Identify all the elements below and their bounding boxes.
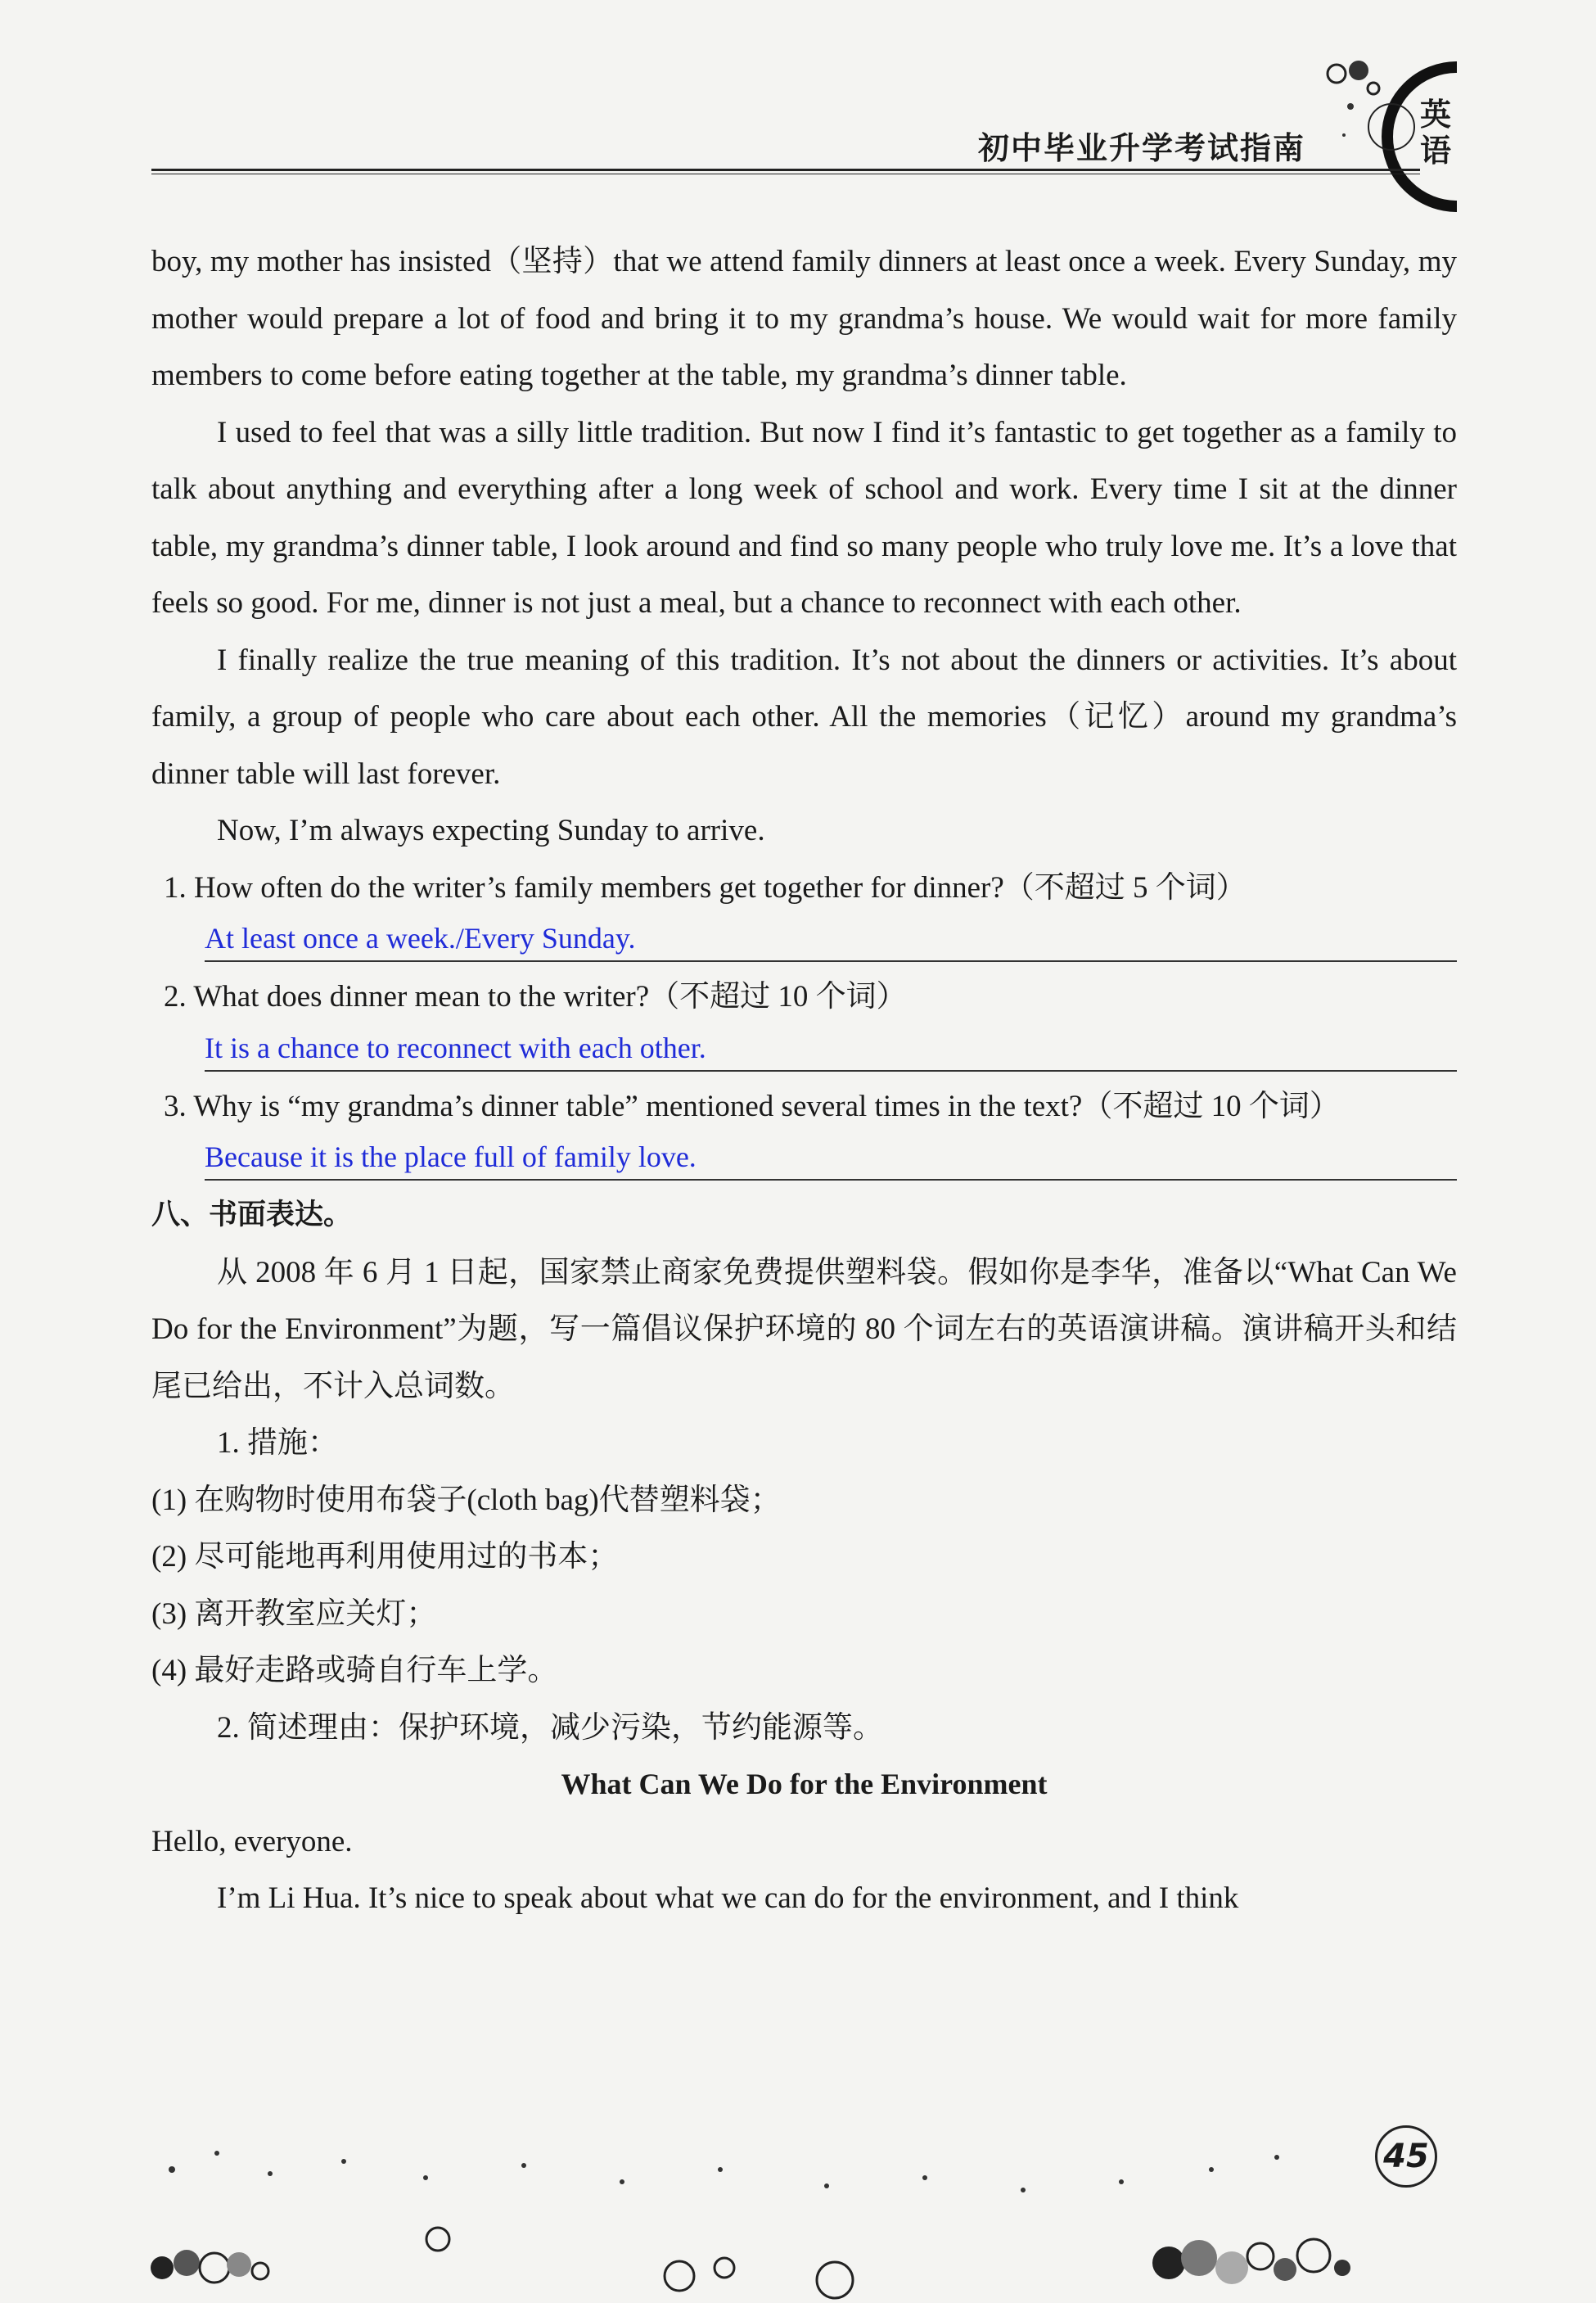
section-title: 八、书面表达。 [151,1199,353,1231]
page-content [151,233,1457,1927]
answer-2: It is a chance to reconnect with each other. [205,1026,1457,1072]
essay-opening: I’m Li Hua. It’s nice to speak about what we can do for the environment, and I think [217,1881,1239,1915]
measure-3: (3) 离开教室应关灯； [151,1596,437,1631]
question-1: 1. How often do the writer’s family members get together for dinner?（不超过 5 个词） [164,870,1247,905]
answer-1: At least once a week./Every Sunday. [205,916,1457,962]
footer-decoration [0,2112,1596,2301]
answer-3: Because it is the place full of family love. [205,1135,1457,1181]
measure-1: (1) 在购物时使用布袋子(cloth bag)代替塑料袋； [151,1483,781,1517]
measure-2: (2) 尽可能地再利用使用过的书本； [151,1540,619,1574]
essay-greeting: Hello, everyone. [151,1824,353,1858]
writing-prompt: 从 2008 年 6 月 1 日起，国家禁止商家免费提供塑料袋。假如你是李华，准备以“What Can We Do for the Environment”为题，写一篇倡议保护环境的 80 个词左右的英语演讲稿。演讲稿开头和结尾已给出，不计入总词数。 [151,1255,1457,1403]
page-number: 45 [1375,2125,1437,2188]
passage-paragraph-2: I used to feel that was a silly little tradition. But now I find it’s fantastic to get together as a family to talk about anything and everything after a long week of school and work. Every time I sit at the dinner table, my grandma’s dinner table, I look around and find so many people who truly love me. It’s a love that feels so good. For me, dinner is not just a meal, but a chance to reconnect with each other. [151,415,1457,620]
question-3: 3. Why is “my grandma’s dinner table” mentioned several times in the text?（不超过 10 个词） [164,1089,1340,1123]
passage-paragraph-3: I finally realize the true meaning of this tradition. It’s not about the dinners or activities. It’s about family, a group of people who care about each other. All the memories（记忆）around my grandma’s dinner table will last forever. [151,643,1457,791]
writing-item-1: 1. 措施： [217,1426,338,1460]
subject-label: 英语 [1419,97,1451,169]
writing-item-2: 2. 简述理由：保护环境，减少污染，节约能源等。 [217,1710,883,1745]
measure-4: (4) 最好走路或骑自行车上学。 [151,1654,558,1687]
passage-paragraph-1: boy, my mother has insisted（坚持）that we attend family dinners at least once a week. Every Sunday, my mother would prepare a lot of food and bring it to my grandma’s house. We would wait for more family members to come before eating together at the table, my grandma’s dinner table. [151,245,1457,392]
question-2: 2. What does dinner mean to the writer?（不超过 10 个词） [164,980,907,1014]
passage-paragraph-4: Now, I’m always expecting Sunday to arrive. [217,814,765,847]
header-rule [151,169,1420,174]
essay-title: What Can We Do for the Environment [561,1768,1048,1800]
book-title: 初中毕业升学考试指南 [978,130,1306,166]
